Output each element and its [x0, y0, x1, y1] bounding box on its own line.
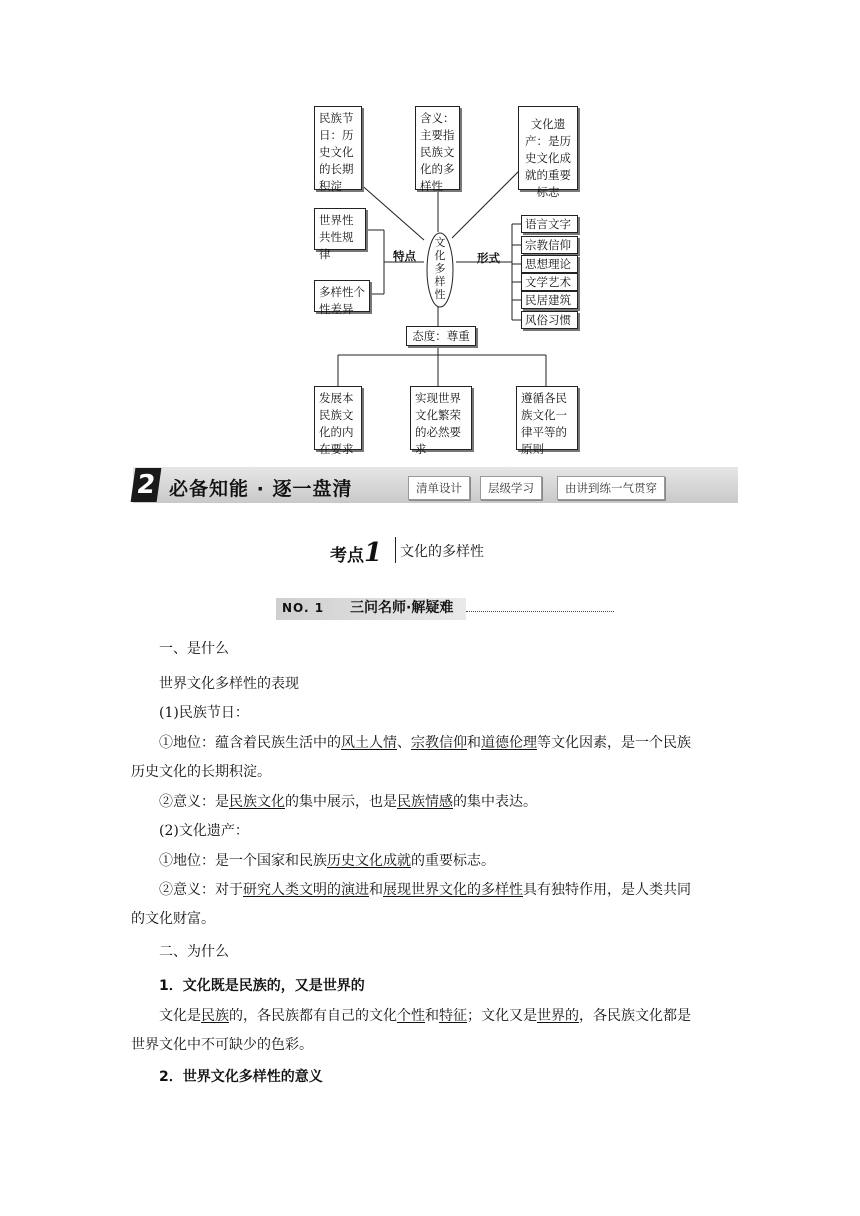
mindmap-feature-2: 多样性个性差异: [314, 280, 370, 312]
tag-checklist: 清单设计: [408, 476, 470, 500]
dotted-rule: [466, 611, 614, 612]
reason-1-text-cont: 世界文化中不可缺少的色彩。: [131, 1037, 313, 1053]
mindmap-form-4: 文学艺术: [521, 273, 578, 291]
mindmap-bottom-2: 实现世界文化繁荣的必然要求: [410, 386, 472, 450]
tag-layered-learning: 层级学习: [480, 476, 542, 500]
mindmap-form-5: 民居建筑: [521, 291, 578, 309]
mindmap-attitude: 态度：尊重: [406, 326, 476, 346]
mindmap-bottom-1: 发展本民族文化的内在要求: [314, 386, 362, 450]
kaodian-title: 文化的多样性: [400, 544, 484, 560]
heritage-significance-cont: 的文化财富。: [131, 911, 215, 927]
forms-label: 形式: [477, 251, 500, 265]
mindmap-form-6: 风俗习惯: [521, 311, 578, 329]
kaodian-label: 考点1: [330, 538, 383, 568]
section-title: 三问名师·解疑难: [350, 600, 454, 616]
festival-significance: ②意义：是民族文化的集中展示，也是民族情感的集中表达。: [159, 794, 537, 810]
reason-1-heading: 1．文化既是民族的，又是世界的: [159, 978, 365, 994]
kaodian-divider: [395, 537, 396, 563]
festival-status: ①地位：蕴含着民族生活中的风土人情、宗教信仰和道德伦理等文化因素，是一个民族: [159, 735, 691, 751]
banner-number: 2: [131, 468, 162, 502]
mindmap-form-3: 思想理论: [521, 255, 578, 273]
heading-what: 一、是什么: [159, 641, 229, 657]
heritage-status: ①地位：是一个国家和民族历史文化成就的重要标志。: [159, 853, 495, 869]
features-label: 特点: [393, 249, 416, 263]
mindmap-form-1: 语言文字: [521, 215, 578, 233]
reason-1-text: 文化是民族的，各民族都有自己的文化个性和特征；文化又是世界的，各民族文化都是: [159, 1008, 691, 1024]
reason-2-heading: 2．世界文化多样性的意义: [159, 1069, 323, 1085]
mindmap-top-box-3: 文化遗产：是历史文化成就的重要标志: [518, 106, 578, 190]
heritage-significance: ②意义：对于研究人类文明的演进和展现世界文化的多样性具有独特作用，是人类共同: [159, 882, 691, 898]
mindmap-top-box-2: 含义：主要指民族文化的多样性: [415, 106, 460, 190]
mindmap-form-2: 宗教信仰: [521, 236, 578, 254]
festival-status-cont: 历史文化的长期积淀。: [131, 764, 271, 780]
mindmap-bottom-3: 遵循各民族文化一律平等的原则: [516, 386, 578, 450]
banner-title: 必备知能 · 逐一盘清: [169, 478, 353, 500]
mindmap-center: 文化多样性: [434, 236, 446, 301]
item-heritage: (2)文化遗产：: [159, 823, 249, 839]
tag-lecture-to-practice: 由讲到练一气贯穿: [557, 476, 665, 500]
mindmap-top-box-1: 民族节日：历史文化的长期积淀: [314, 106, 362, 190]
mindmap-feature-1: 世界性共性规律: [314, 208, 366, 250]
item-festival: (1)民族节日：: [159, 705, 249, 721]
section-no: NO. 1: [282, 601, 325, 615]
heading-why: 二、为什么: [159, 944, 229, 960]
subheading-expression: 世界文化多样性的表现: [159, 676, 299, 692]
